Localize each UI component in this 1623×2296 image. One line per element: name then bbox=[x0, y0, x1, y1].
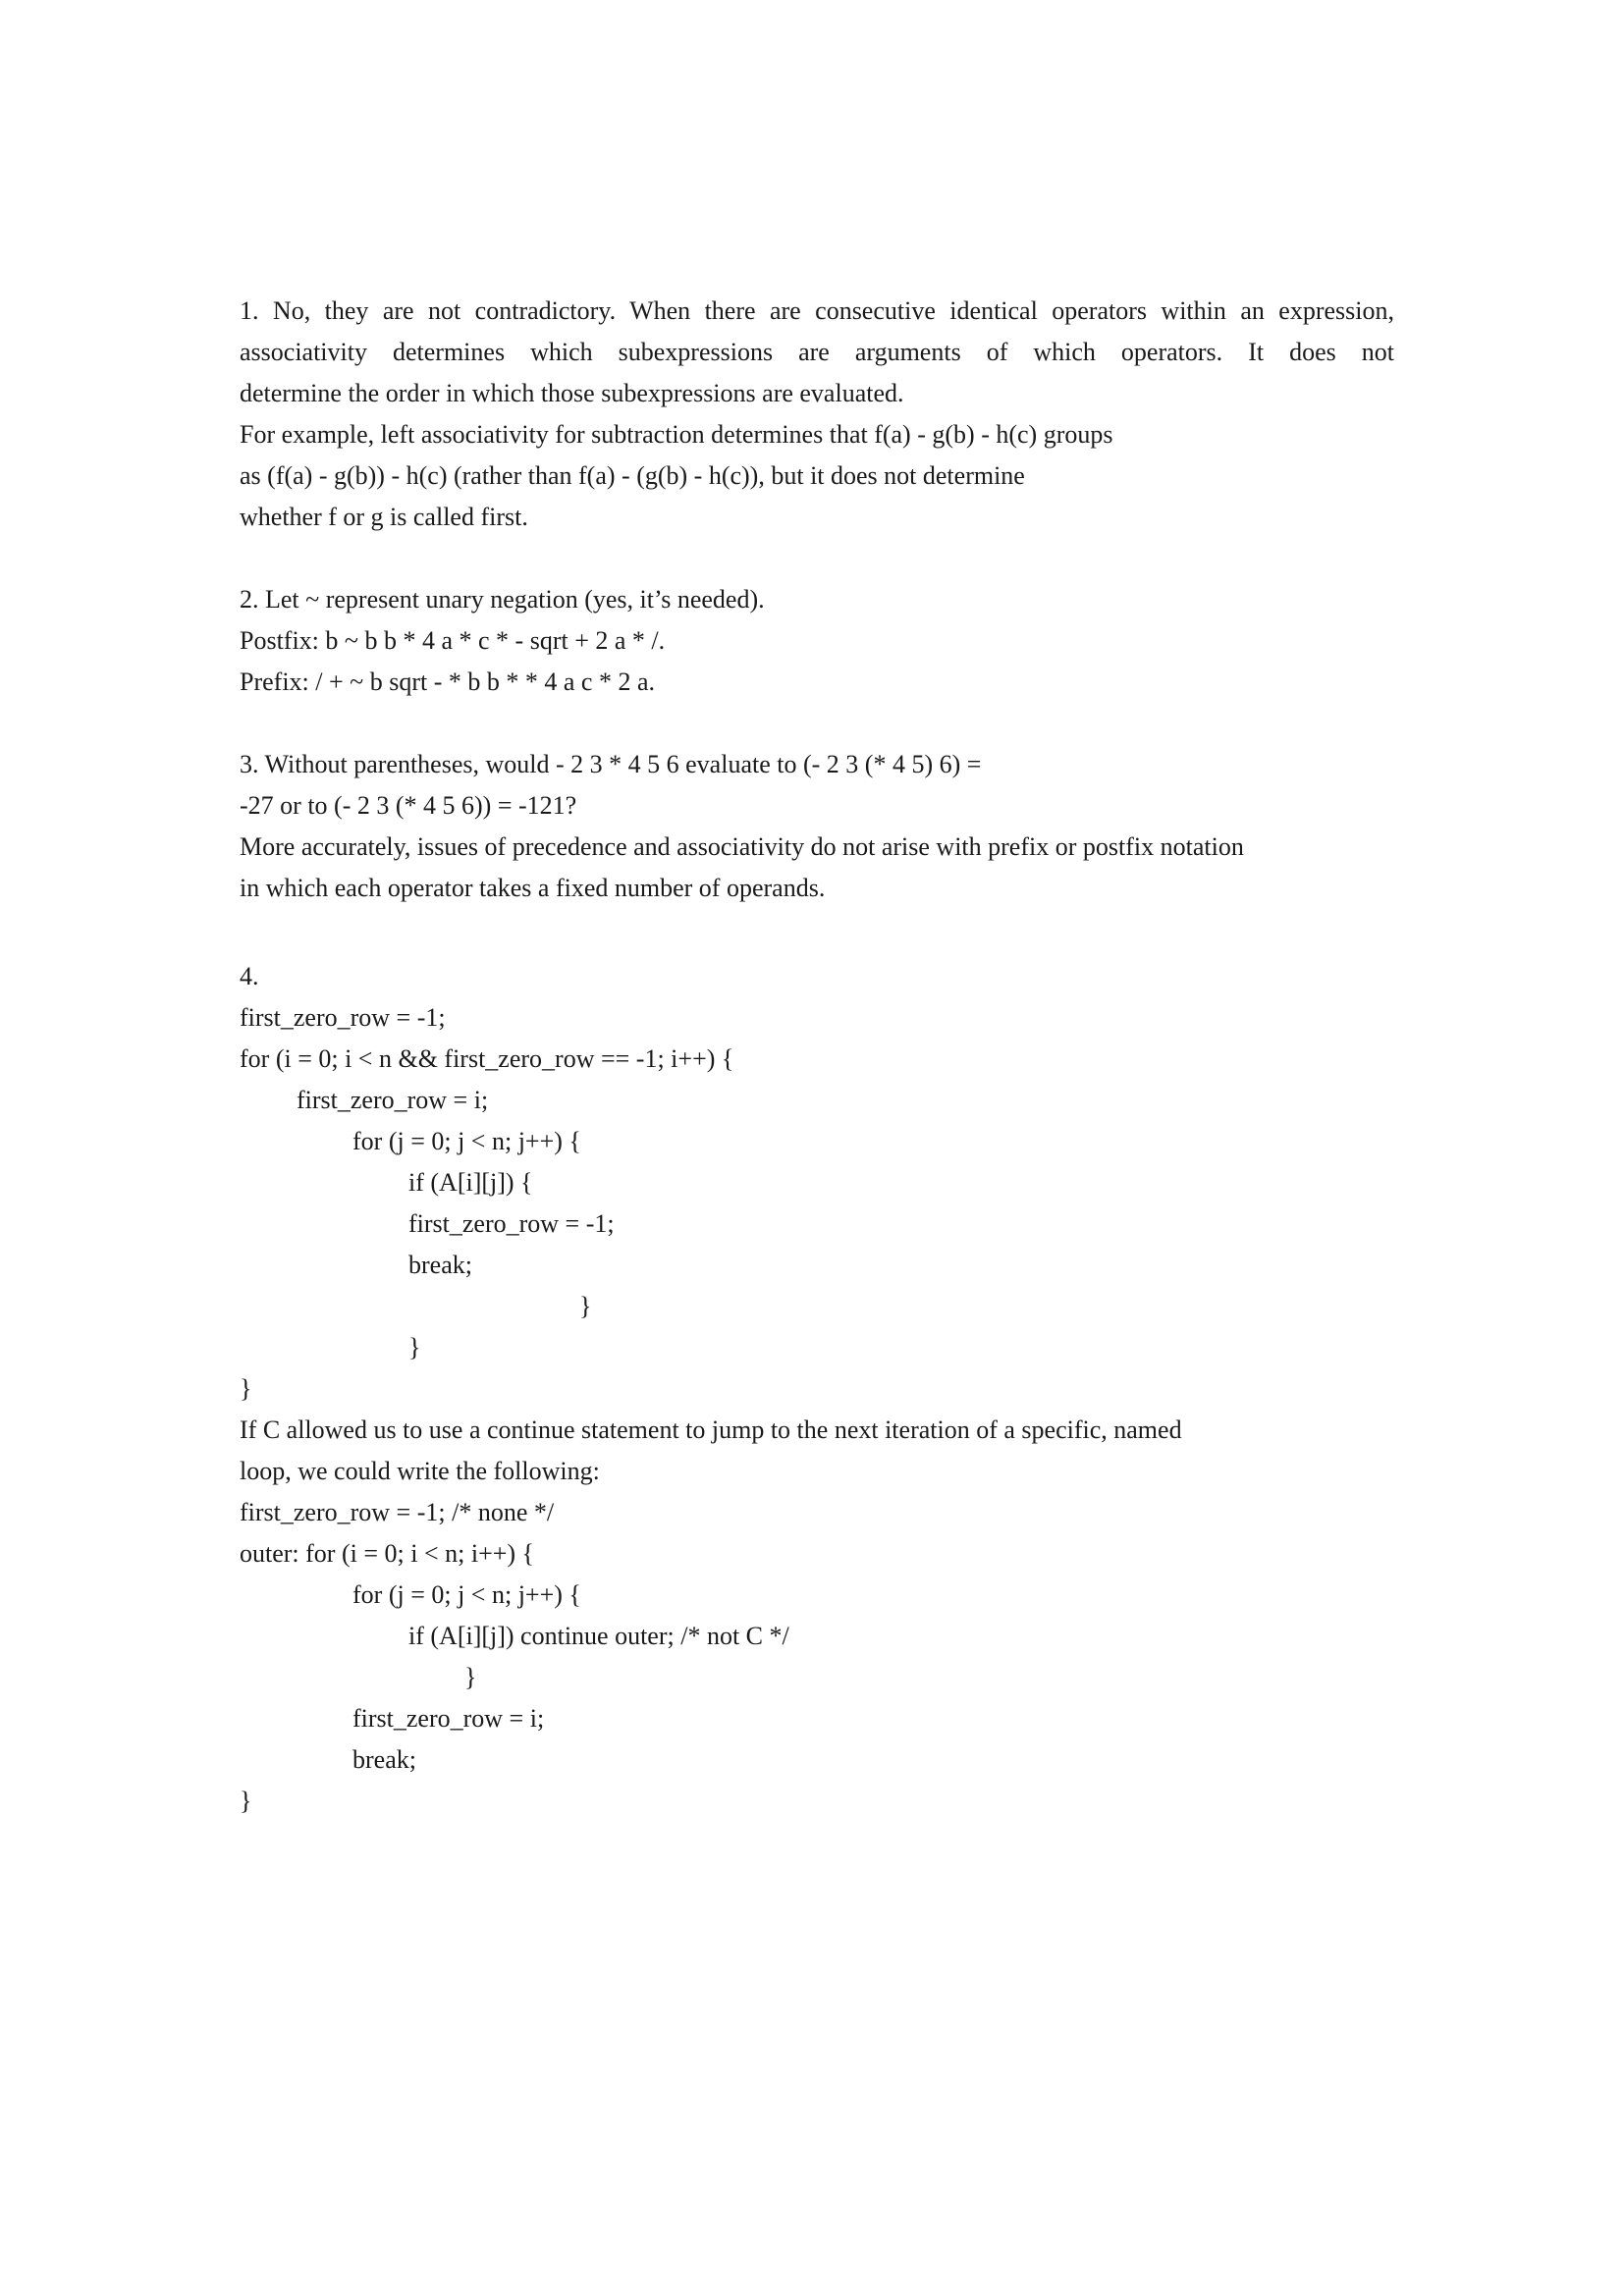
code-2-line-5: } bbox=[464, 1663, 477, 1691]
code-2-line-3: for (j = 0; j < n; j++) { bbox=[352, 1580, 581, 1609]
code-1-line-8: } bbox=[579, 1292, 592, 1320]
answer-1-line-6: whether f or g is called first. bbox=[240, 503, 528, 531]
answer-1-line-4: For example, left associativity for subtraction determines that f(a) - g(b) - h(c) groups bbox=[240, 420, 1113, 449]
answer-2-prefix: Prefix: / + ~ b sqrt - * b b * * 4 a c * 2 a. bbox=[240, 667, 655, 696]
answer-4-label: 4. bbox=[240, 962, 259, 990]
code-1-line-3: first_zero_row = i; bbox=[297, 1086, 489, 1114]
code-1-line-6: first_zero_row = -1; bbox=[408, 1209, 615, 1238]
answer-4-text-1: If C allowed us to use a continue statement to jump to the next iteration of a specific, named bbox=[240, 1415, 1182, 1444]
answer-1-line-2: associativity determines which subexpressions are arguments of which operators. It does not bbox=[240, 338, 1394, 366]
answer-2-line-1: 2. Let ~ represent unary negation (yes, it’s needed). bbox=[240, 585, 765, 614]
answer-4-text-2: loop, we could write the following: bbox=[240, 1457, 600, 1485]
answer-3-line-3: More accurately, issues of precedence and associativity do not arise with prefix or postfix notation bbox=[240, 832, 1244, 861]
code-1-line-10: } bbox=[240, 1374, 252, 1403]
code-1-line-9: } bbox=[408, 1333, 421, 1362]
code-1-line-5: if (A[i][j]) { bbox=[408, 1168, 533, 1197]
answer-3-line-1: 3. Without parentheses, would - 2 3 * 4 5 6 evaluate to (- 2 3 (* 4 5) 6) = bbox=[240, 750, 982, 778]
code-2-line-1: first_zero_row = -1; /* none */ bbox=[240, 1498, 555, 1526]
answer-1-line-3: determine the order in which those subexpressions are evaluated. bbox=[240, 379, 904, 407]
code-1-line-7: break; bbox=[408, 1251, 472, 1279]
answer-1-line-1: 1. No, they are not contradictory. When there are consecutive identical operators within an expression, bbox=[240, 296, 1394, 325]
code-2-line-4: if (A[i][j]) continue outer; /* not C */ bbox=[408, 1622, 789, 1650]
answer-3-line-2: -27 or to (- 2 3 (* 4 5 6)) = -121? bbox=[240, 791, 577, 820]
code-1-line-2: for (i = 0; i < n && first_zero_row == -1; i++) { bbox=[240, 1044, 734, 1073]
answer-1-line-5: as (f(a) - g(b)) - h(c) (rather than f(a) - (g(b) - h(c)), but it does not determine bbox=[240, 461, 1025, 490]
code-2-line-7: break; bbox=[352, 1745, 416, 1774]
code-2-line-8: } bbox=[240, 1787, 252, 1815]
answer-3-line-4: in which each operator takes a fixed number of operands. bbox=[240, 874, 826, 902]
answer-2-postfix: Postfix: b ~ b b * 4 a * c * - sqrt + 2 a * /. bbox=[240, 626, 666, 655]
code-2-line-2: outer: for (i = 0; i < n; i++) { bbox=[240, 1539, 535, 1568]
code-2-line-6: first_zero_row = i; bbox=[352, 1704, 545, 1733]
code-1-line-4: for (j = 0; j < n; j++) { bbox=[352, 1127, 581, 1155]
code-1-line-1: first_zero_row = -1; bbox=[240, 1003, 446, 1032]
